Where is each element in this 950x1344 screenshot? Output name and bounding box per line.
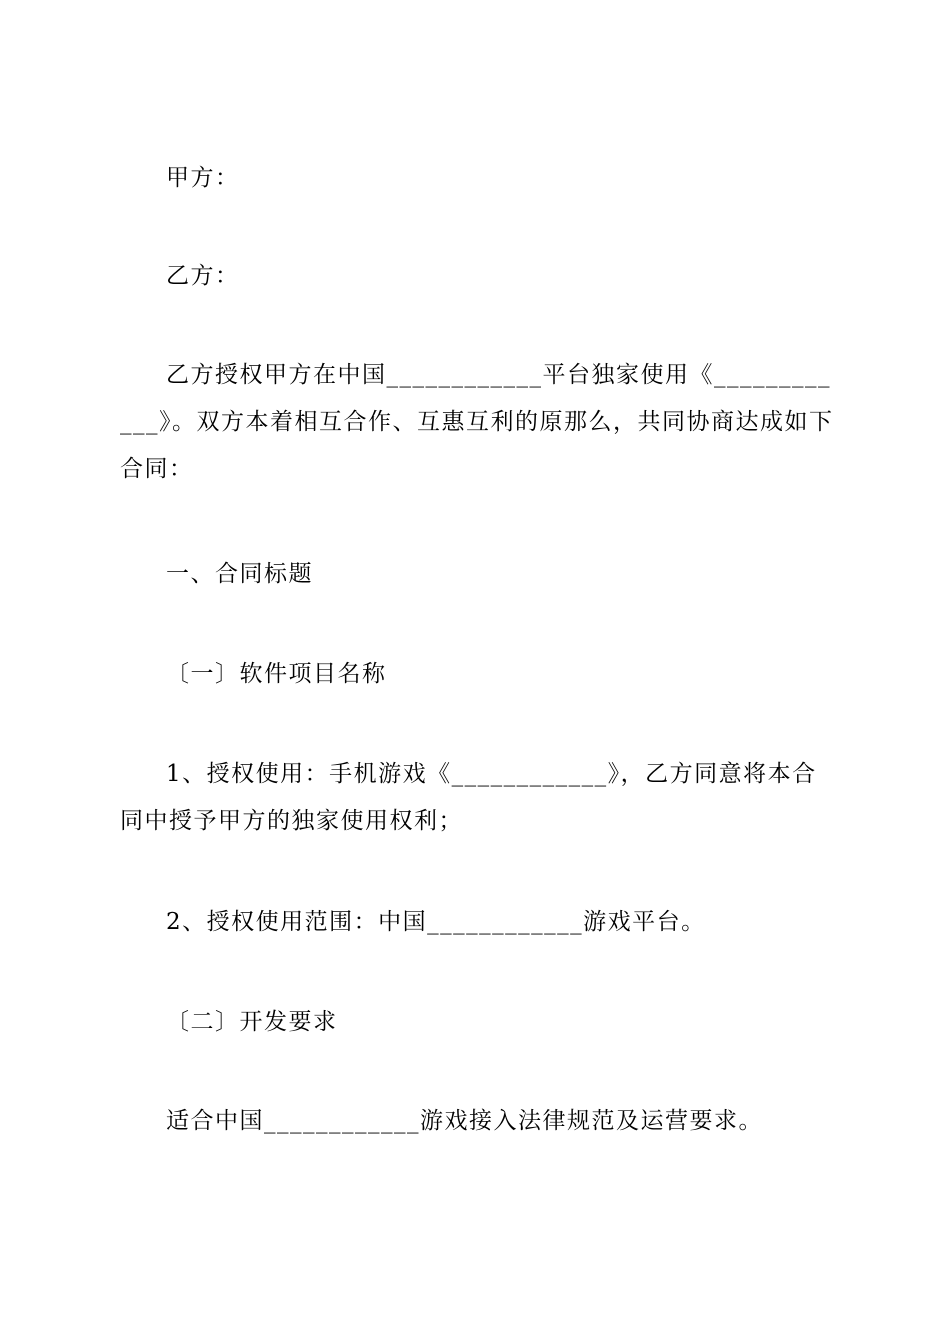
requirement-paragraph: 适合中国____________游戏接入法律规范及运营要求。 bbox=[166, 1108, 763, 1134]
party-a-line: 甲方： bbox=[166, 165, 240, 191]
item-1-paragraph: 1、授权使用：手机游戏《____________》，乙方同意将本合同中授予甲方的独家使用权利； bbox=[120, 761, 817, 834]
item-2-paragraph: 2、授权使用范围：中国____________游戏平台。 bbox=[166, 909, 706, 935]
section-1-heading: 一、合同标题 bbox=[166, 561, 313, 587]
subsection-2-heading: 〔二〕开发要求 bbox=[166, 1009, 338, 1035]
party-b-line: 乙方： bbox=[166, 263, 240, 289]
subsection-1-heading: 〔一〕软件项目名称 bbox=[166, 661, 387, 687]
intro-paragraph: 乙方授权甲方在中国____________平台独家使用《____________》。双方本着相互合作、互惠互利的原那么，共同协商达成如下合同： bbox=[120, 362, 834, 482]
